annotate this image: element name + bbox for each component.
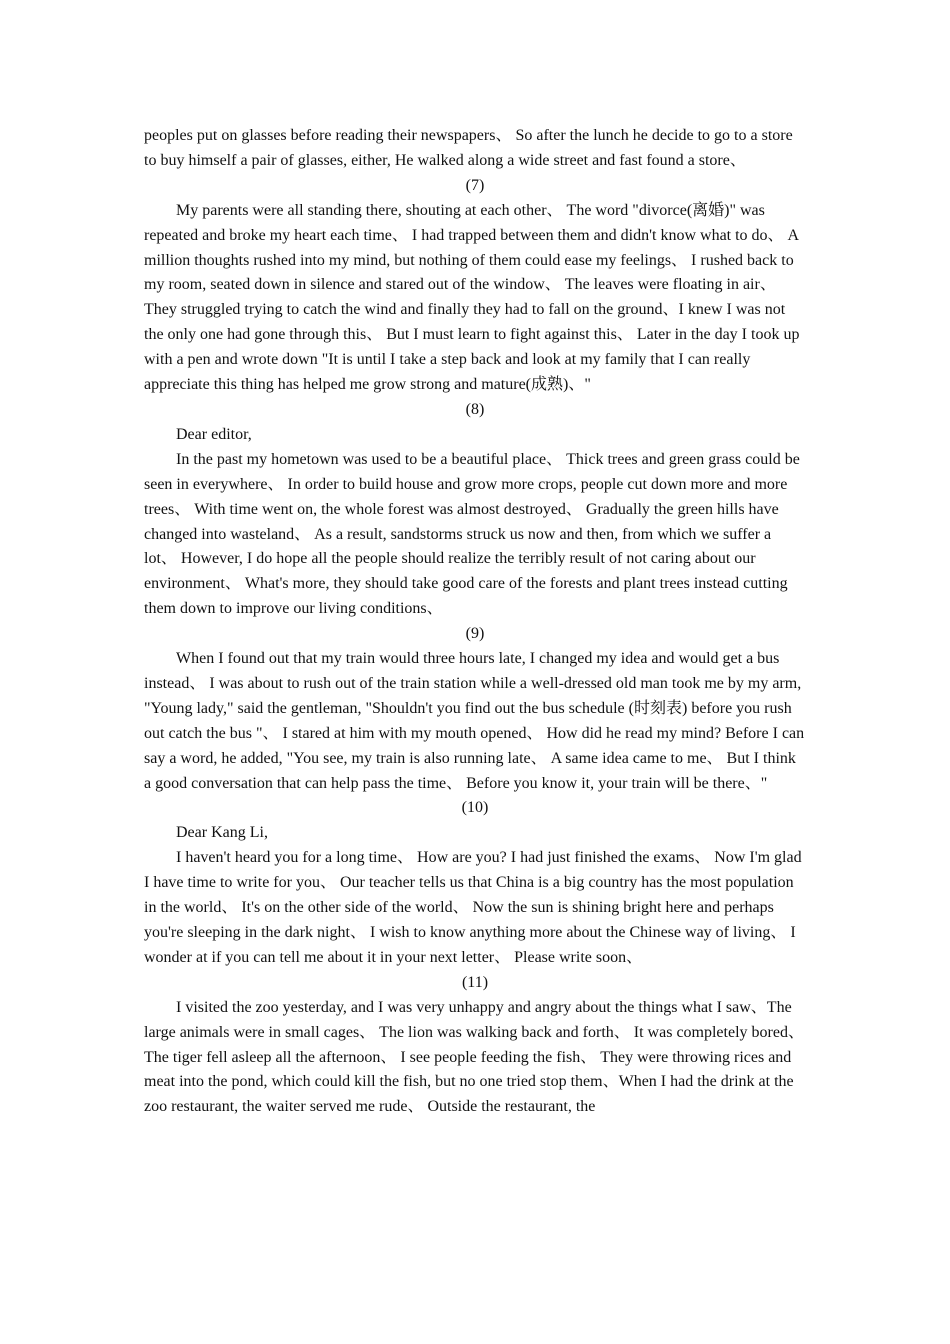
section-8-paragraph: In the past my hometown was used to be a beautiful place、 Thick trees and green grass could be seen in everywhere、 In order to build house and grow more crops, people cut down more and more trees、 With time went on, the whole forest was almost destroyed、 Gradually the green hills have changed into wasteland、 As a result, sandstorms struck us now and then, from which we suffer a lot、 However, I do hope all the people should realize the terribly result of not caring about our environment、 What's more, they should take good care of the forests and plant trees instead cutting them down to improve our living conditions、 [144,450,800,618]
document-page [144,124,806,1120]
section-number-11: (11) [461,973,489,991]
section-10-salutation: Dear Kang Li, [176,824,268,842]
section-number-9: (9) [465,625,485,643]
section-9-paragraph: When I found out that my train would three hours late, I changed my idea and would get a bus instead、 I was about to rush out of the train station while a well-dressed old man took me by my arm, "Young lady," said the gentleman, "Shouldn't you find out the bus schedule (时刻表) before you rush out catch the bus "、 I stared at him with my mouth opened、 How did he read my mind? Before I can say a word, he added, "You see, my train is also running late、 A same idea came to me、 But I think a good conversation that can help pass the time、 Before you know it, your train will be there、" [144,650,805,792]
section-10-paragraph: I haven't heard you for a long time、 How are you? I had just finished the exams、 Now I'm glad I have time to write for you、 Our teacher tells us that China is a big country has the most population in the world、 It's on the other side of the world、 Now the sun is shining bright here and perhaps you're sleeping in the dark night、 I wish to know anything more about the Chinese way of living、 I wonder at if you can tell me about it in your next letter、 Please write soon、 [144,849,802,966]
section-7-paragraph: My parents were all standing there, shouting at each other、 The word "divorce(离婚)" was repeated and broke my heart each time、 I had trapped between them and didn't know what to do、 A million thoughts rushed into my mind, but nothing of them could ease my feelings、 I rushed back to my room, seated down in silence and stared out of the window、 The leaves were floating in air、 They struggled trying to catch the wind and finally they had to fall on the ground、I knew I was not the only one had gone through this、 But I must learn to fight against this、 Later in the day I took up with a pen and wrote down "It is until I take a step back and look at my family that I can really appreciate this thing has helped me grow strong and mature(成熟)、" [144,201,800,394]
section-number-8: (8) [465,400,485,418]
intro-paragraph: peoples put on glasses before reading their newspapers、 So after the lunch he decide to go to a store to buy himself a pair of glasses, either, He walked along a wide street and fast found a store、 [144,127,793,169]
section-8-salutation: Dear editor, [176,425,252,443]
section-11-paragraph: I visited the zoo yesterday, and I was very unhappy and angry about the things what I saw、The large animals were in small cages、 The lion was walking back and forth、 It was completely bored、 The tiger fell asleep all the afternoon、 I see people feeding the fish、 They were throwing rices and meat into the pond, which could kill the fish, but no one tried stop them、When I had the drink at the zoo restaurant, the waiter served me rude、 Outside the restaurant, the [144,998,804,1116]
section-number-10: (10) [461,799,489,817]
section-number-7: (7) [465,176,485,194]
